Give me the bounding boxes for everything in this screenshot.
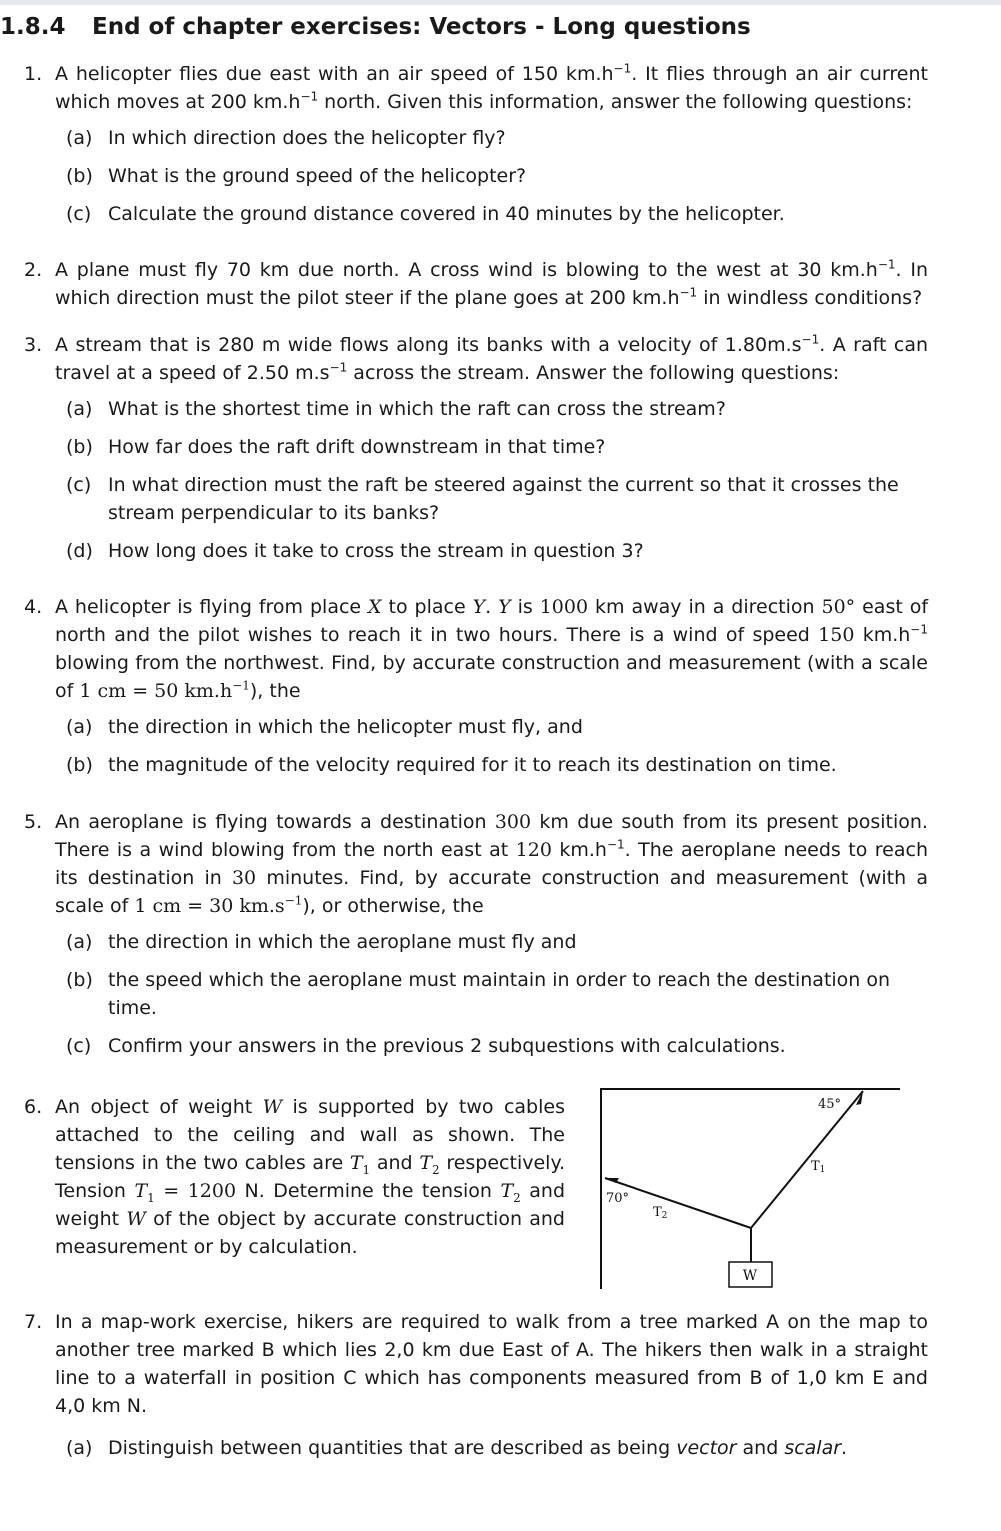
place-y: Y	[498, 596, 511, 618]
q1-text-3: north. Given this information, answer the following questions:	[318, 91, 913, 113]
distance-value: 300	[494, 811, 532, 833]
q3-text-1: A stream that is 280 m wide flows along its banks with a velocity of 1.80m.s	[55, 334, 802, 356]
speed-value: 150	[818, 624, 855, 646]
distance-value: 1000	[539, 596, 589, 618]
question-7	[24, 1308, 928, 1462]
subquestion-label: (b)	[66, 165, 93, 187]
q2-text-3: in windless conditions?	[697, 287, 923, 309]
question-number: 7.	[24, 1311, 43, 1333]
subquestion-label: (c)	[66, 1035, 92, 1057]
q2-text-2: . In which direction must the pilot steer if the plane goes at 200 km.h	[55, 259, 928, 309]
subscript: 2	[432, 1162, 440, 1177]
q6-text: N. Determine the tension	[244, 1180, 492, 1202]
subquestion	[66, 471, 928, 527]
subquestion	[66, 200, 928, 228]
scale-value: 1 cm = 50 km.h	[79, 680, 233, 702]
q2-text-1: A plane must fly 70 km due north. A cross wind is blowing to the west at 30 km.h	[55, 259, 878, 281]
label-t2	[653, 1205, 667, 1221]
question-text: In a map-work exercise, hikers are required to walk from a tree marked A on the map to another tree marked B which lies 2,0 km due East of A. The hikers then walk in a straight line to a waterfall in position C which has components measured from B of 1,0 km E and 4,0 km N.	[55, 1311, 928, 1417]
q4-text: A helicopter is flying from place	[55, 596, 362, 618]
q5-text: An aeroplane is flying towards a destination	[55, 811, 487, 833]
q4-text: to place	[388, 596, 466, 618]
subquestion	[66, 395, 928, 423]
cable-diagram	[595, 1082, 905, 1294]
subquestion	[66, 1434, 928, 1462]
label-t1	[811, 1159, 825, 1175]
place-y: Y	[472, 596, 486, 618]
exponent: −1	[284, 893, 303, 908]
q5-text: km due south from its present position. There is a wind blowing from the north east at	[55, 811, 928, 861]
tension-value: = 1200	[163, 1180, 237, 1202]
question-1	[24, 60, 928, 228]
question-4	[24, 593, 928, 779]
label-w: W	[742, 1268, 758, 1284]
subquestion-text: the direction in which the helicopter must fly, and	[108, 716, 583, 738]
subquestion-text: In what direction must the raft be steered against the current so that it crosses the stream perpendicular to its banks?	[108, 474, 899, 524]
question-number: 6.	[24, 1096, 43, 1118]
subquestion-label: (b)	[66, 436, 93, 458]
place-x: X	[368, 596, 382, 618]
question-text	[55, 1093, 565, 1261]
question-text	[55, 808, 928, 920]
q6-text: and	[376, 1152, 413, 1174]
tension-symbol: T	[500, 1180, 514, 1202]
question-5	[24, 808, 928, 1060]
subquestion	[66, 162, 928, 190]
angle-value: 50°	[821, 596, 856, 618]
subquestion-label: (c)	[66, 203, 92, 225]
subquestion-text: the magnitude of the velocity required for it to reach its destination on time.	[108, 754, 837, 776]
q4-text: is	[517, 596, 533, 618]
time-value: 30	[231, 867, 257, 889]
exponent: −1	[801, 332, 820, 347]
subquestion	[66, 928, 928, 956]
q3-text-3: across the stream. Answer the following questions:	[347, 362, 840, 384]
subquestion-label: (d)	[66, 540, 93, 562]
scale-value: 1 cm = 30 km.s	[134, 895, 285, 917]
term-scalar: scalar	[784, 1437, 842, 1459]
subquestion	[66, 1032, 928, 1060]
subquestion-text: What is the ground speed of the helicopter?	[108, 165, 527, 187]
label-t2-symbol: T	[653, 1205, 662, 1220]
question-number: 4.	[24, 596, 43, 618]
subquestion	[66, 433, 928, 461]
exponent: −1	[329, 360, 348, 375]
weight-symbol: W	[262, 1096, 283, 1118]
subquestion-text	[108, 1434, 928, 1462]
q6-text: An object of weight	[55, 1096, 253, 1118]
q7-sub-text: and	[742, 1437, 779, 1459]
subquestion-text: How far does the raft drift downstream in that time?	[108, 436, 606, 458]
section-heading	[0, 14, 751, 40]
question-number: 2.	[24, 259, 43, 281]
subquestion-label: (b)	[66, 754, 93, 776]
label-t2-subscript: 2	[661, 1211, 668, 1221]
q4-text: ), the	[249, 680, 301, 702]
exponent: −1	[877, 257, 896, 272]
q1-text-2: . It flies through an air current which moves at 200 km.h	[55, 63, 928, 113]
subquestion-text: In which direction does the helicopter fly?	[108, 127, 506, 149]
section-number: 1.8.4	[0, 14, 66, 40]
q6-text: of the object by accurate construction and measurement or by calculation.	[55, 1208, 565, 1258]
question-text	[55, 256, 928, 312]
label-t1-subscript: 1	[819, 1165, 826, 1175]
subquestion-label: (a)	[66, 716, 93, 738]
angle-top-label: 45°	[818, 1097, 842, 1112]
cable-t1	[751, 1091, 863, 1228]
speed-value: 120	[515, 839, 552, 861]
subquestion-text: the speed which the aeroplane must maintain in order to reach the destination on time.	[108, 969, 891, 1019]
tension-symbol: T	[349, 1152, 363, 1174]
question-number: 5.	[24, 811, 43, 833]
label-t1-symbol: T	[811, 1159, 820, 1174]
question-3	[24, 331, 928, 565]
subquestion-label: (a)	[66, 127, 93, 149]
subquestion-text: the direction in which the aeroplane must fly and	[108, 931, 577, 953]
subscript: 1	[147, 1190, 155, 1205]
subquestion-label: (a)	[66, 398, 93, 420]
question-text	[55, 593, 928, 705]
q4-text: km.h	[862, 624, 911, 646]
term-vector: vector	[676, 1437, 737, 1459]
subquestion-text: What is the shortest time in which the raft can cross the stream?	[108, 398, 726, 420]
subquestion-label: (a)	[66, 1437, 93, 1459]
question-number: 1.	[24, 63, 43, 85]
exponent: −1	[679, 285, 698, 300]
q1-text-1: A helicopter flies due east with an air speed of 150 km.h	[55, 63, 614, 85]
subquestion	[66, 124, 928, 152]
q6-text: is supported by two cables attached to the ceiling and wall as shown. The tensions in the two cables are	[55, 1096, 565, 1174]
question-text	[55, 60, 928, 116]
q6-text: and weight	[55, 1180, 566, 1230]
question-text	[55, 331, 928, 387]
angle-wall-label: 70°	[606, 1191, 630, 1206]
question-2	[24, 256, 928, 312]
subquestion-label: (a)	[66, 931, 93, 953]
tension-symbol: T	[419, 1152, 432, 1174]
exponent: −1	[613, 61, 632, 76]
subscript: 1	[362, 1162, 371, 1177]
subscript: 2	[513, 1190, 521, 1205]
exponent: −1	[910, 622, 928, 637]
q4-text: .	[485, 596, 492, 618]
subquestion-label: (b)	[66, 969, 93, 991]
q5-text: . The aeroplane needs to reach its destination in	[55, 839, 929, 889]
subquestion	[66, 713, 928, 741]
subquestion	[66, 751, 928, 779]
q4-text: km away in a direction	[595, 596, 815, 618]
q4-text: east of north and the pilot wishes to reach it in two hours. There is a wind of speed	[55, 596, 929, 646]
q7-sub-text: .	[841, 1437, 848, 1459]
exponent: −1	[232, 678, 250, 693]
q5-text: km.h	[559, 839, 607, 861]
section-title: End of chapter exercises: Vectors - Long questions	[92, 14, 751, 40]
subquestion	[66, 966, 928, 1022]
q6-text: respectively. Tension	[55, 1152, 566, 1202]
q5-text: ), or otherwise, the	[302, 895, 484, 917]
q4-text: blowing from the northwest. Find, by accurate construction and measurement (with a scale of	[55, 652, 928, 702]
q7-sub-text: Distinguish between quantities that are described as being	[108, 1437, 671, 1459]
tension-symbol: T	[134, 1180, 148, 1202]
question-number: 3.	[24, 334, 43, 356]
top-border	[0, 0, 1001, 5]
subquestion-label: (c)	[66, 474, 92, 496]
weight-symbol: W	[126, 1208, 146, 1230]
exponent: −1	[606, 837, 625, 852]
subquestion-text: How long does it take to cross the stream in question 3?	[108, 540, 644, 562]
q5-text: minutes. Find, by accurate construction and measurement (with a scale of	[55, 867, 928, 917]
subquestion-text: Confirm your answers in the previous 2 subquestions with calculations.	[108, 1035, 786, 1057]
q3-text-2: . A raft can travel at a speed of 2.50 m.s	[55, 334, 929, 384]
subquestion-text: Calculate the ground distance covered in 40 minutes by the helicopter.	[108, 203, 785, 225]
exponent: −1	[300, 89, 319, 104]
subquestion	[66, 537, 928, 565]
